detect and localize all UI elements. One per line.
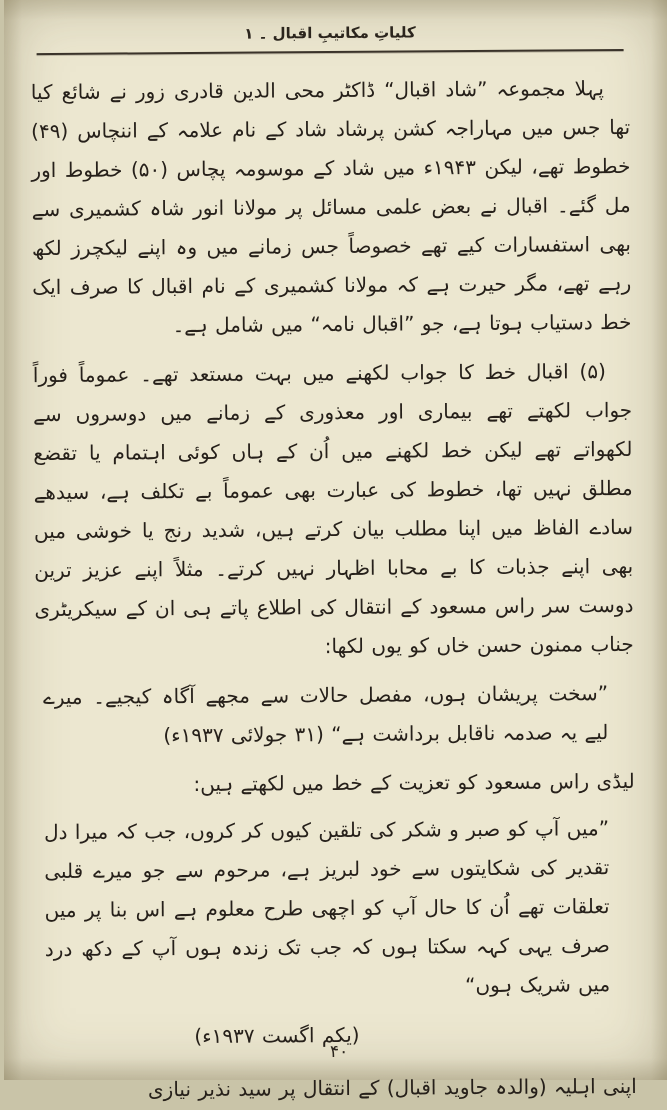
header-rule xyxy=(37,49,624,55)
paragraph-intro-shad-iqbal: پہلا مجموعہ ”شاد اقبال“ ڈاکٹر محی الدین قادری زور نے شائع کیا تھا جس میں مہاراجہ کشن پرشاد شاد کے نام علامہ کے اننچاس (۴۹) خطوط تھے، لیکن ۱۹۴۳ء میں شاد کے موسومہ پچاس (۵۰) خطوط اور مل گئے۔ اقبال نے بعض علمی مسائل پر مولانا انور شاہ کشمیری سے بھی استفسارات کیے تھے خصوصاً جس زمانے میں وہ اپنے لیکچرز لکھ رہے تھے، مگر حیرت ہے کہ مولانا کشمیری کے نام اقبال کا صرف ایک خط دستیاب ہوتا ہے، جو ”اقبال نامہ“ میں شامل ہے۔ xyxy=(30,76,632,338)
page-body xyxy=(31,69,637,1110)
page-header xyxy=(30,22,629,55)
page-header-title: کلیاتِ مکاتیبِ اقبال ۔ ۱ xyxy=(244,23,416,43)
paragraph-point-5-letter-habits: (۵) اقبال خط کا جواب لکھنے میں بہت مستعد تھے۔ عموماً فوراً جواب لکھتے تھے بیماری اور معذوری کے زمانے میں دوسروں سے لکھواتے تھے لیکن خط لکھنے میں اُن کے ہاں کوئی اہتمام یا تقضع مطلق نہیں تھا، خطوط کی عبارت بھی عموماً بے تکلف ہے، سیدھے سادے الفاظ میں اپنا مطلب بیان کرتے ہیں، شدید رنج یا خوشی میں بھی اپنے جذبات کا بے محابا اظہار نہیں کرتے۔ مثلاً اپنے عزیز ترین دوست سر راس مسعود کے انتقال کی اطلاع پاتے ہی ان کے سیکریٹری جناب ممنون حسن خاں کو یوں لکھا: xyxy=(32,359,634,659)
paragraph-lady-ross-masood-intro: لیڈی راس مسعود کو تعزیت کے خط میں لکھتے ہیں: xyxy=(193,768,635,796)
paragraph-wife-death-mention: اپنی اہلیہ (والدہ جاوید اقبال) کے انتقال پر سید نذیر نیازی xyxy=(147,1073,637,1102)
quote-to-secretary: ”سخت پریشان ہوں، مفصل حالات سے مجھے آگاہ کیجیے۔ میرے لیے یہ صدمہ ناقابل برداشت ہے“ (۳۱ جولائی ۱۹۳۷ء) xyxy=(43,681,609,748)
book-page xyxy=(4,0,667,1102)
page-number: ۴۰ xyxy=(329,1041,349,1063)
quote-date-line: (یکم اگست ۱۹۳۷ء) xyxy=(194,1022,360,1048)
quote-condolence-letter: ”میں آپ کو صبر و شکر کی تلقین کیوں کر کروں، جب کہ میرا دل تقدیر کی شکایتوں سے خود لبریز ہے، مرحوم سے جو میرے قلبی تعلقات تھے اُن کا حال آپ کو اچھی طرح معلوم ہے اس بنا پر میں صرف یہی کہہ سکتا ہوں کہ جب تک زندہ ہوں آپ کے دکھ درد میں شریک ہوں“ xyxy=(43,816,611,998)
